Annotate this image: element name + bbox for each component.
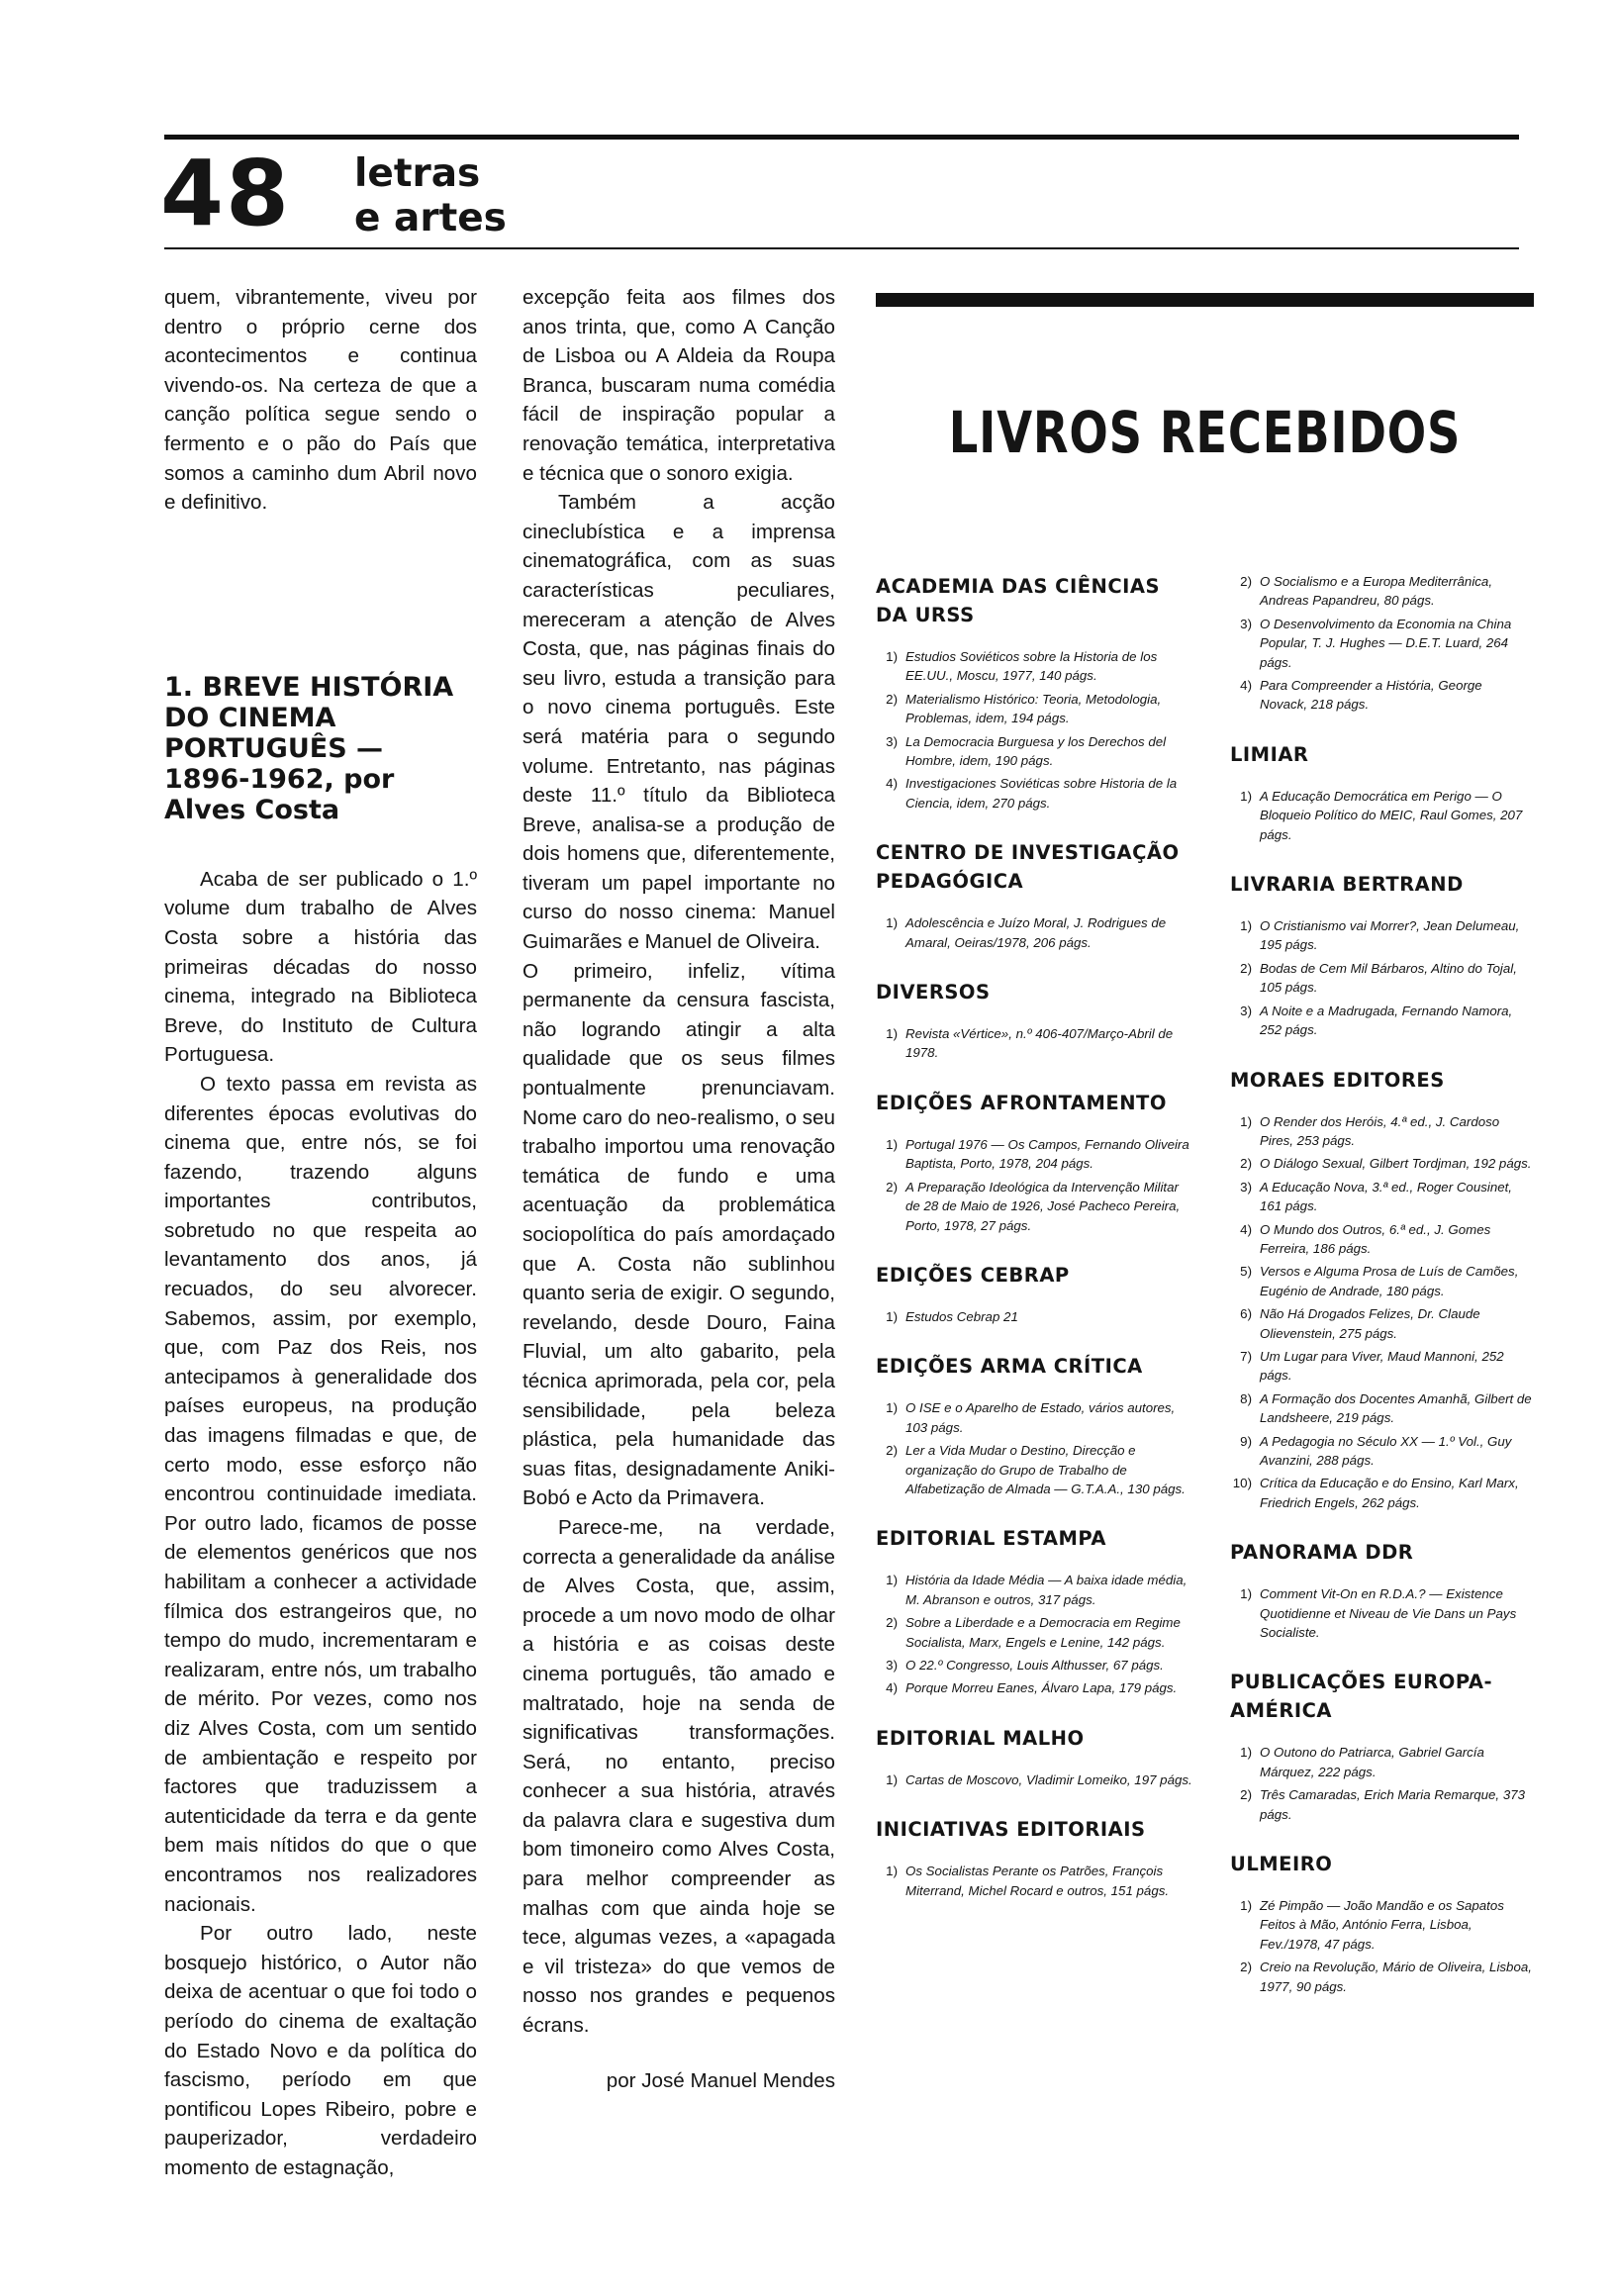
- book-entry: [1230, 1304, 1533, 1343]
- publisher-heading: EDIÇÕES AFRONTAMENTO: [876, 1091, 1167, 1114]
- book-entry-text: Um Lugar para Viver, Maud Mannoni, 252 págs.: [1260, 1348, 1504, 1384]
- publisher-heading: ULMEIRO: [1230, 1853, 1333, 1876]
- publisher-heading: ACADEMIA DAS CIÊNCIAS DA URSS: [876, 575, 1161, 626]
- book-entry-number: 1): [886, 1026, 898, 1042]
- article-paragraph: Acaba de ser publicado o 1.º volume dum trabalho de Alves Costa sobre a história das primeiras décadas do nosso cinema, integrado na Biblioteca Breve, do Instituto de Cultura Portuguesa.: [164, 867, 477, 1067]
- book-entry-text: O Desenvolvimento da Economia na China Popular, T. J. Hughes — D.E.T. Luard, 264 págs.: [1260, 616, 1512, 670]
- book-entry-text: Estudios Soviéticos sobre la Historia de los EE.UU., Moscu, 1977, 140 págs.: [905, 649, 1158, 684]
- publisher-heading: DIVERSOS: [876, 981, 991, 1004]
- book-entry: [1230, 615, 1533, 672]
- book-entry: [876, 647, 1194, 686]
- publisher-heading: LIVRARIA BERTRAND: [1230, 873, 1464, 897]
- book-entry-number: 10): [1232, 1476, 1252, 1491]
- book-entry: [876, 1613, 1194, 1652]
- section-title-line1: letras: [354, 151, 481, 196]
- book-entry: [1230, 787, 1533, 844]
- article-signature: por José Manuel Mendes: [606, 2068, 835, 2092]
- book-entry-number: 1): [886, 1771, 898, 1787]
- book-entry-text: Investigaciones Soviéticas sobre Historia de la Ciencia, idem, 270 págs.: [905, 776, 1178, 811]
- book-entry: [876, 1135, 1194, 1174]
- book-entry-text: Materialismo Histórico: Teoria, Metodologia, Problemas, idem, 194 págs.: [905, 691, 1162, 726]
- book-entry: [1230, 1347, 1533, 1386]
- book-entry-text: O ISE e o Aparelho de Estado, vários autores, 103 págs.: [905, 1400, 1176, 1435]
- article-column-2: [522, 283, 835, 2095]
- book-entry-number: 1): [1240, 918, 1252, 934]
- publisher-heading: CENTRO DE INVESTIGAÇÃO PEDAGÓGICA: [876, 841, 1180, 894]
- article-paragraph: Parece-me, na verdade, correcta a generalidade da análise de Alves Costa, que, assim, procede a um novo modo de olhar a história e as coisas deste cinema português, tão amado e maltratado, hoje na senda de significativas transformações. Será, no entanto, preciso conhecer a sua história, através da palavra clara e sugestiva dum bom timoneiro como Alves Costa, para melhor compreender as malhas com que ainda hoje se tece, algumas vezes, a «apagada e vil tristeza» do que vemos de nosso nos grandes e pequenos écrans.: [522, 1515, 835, 2038]
- header-bottom-rule: [164, 247, 1519, 249]
- book-entry: [1230, 572, 1533, 611]
- book-entry-number: 1): [1240, 1898, 1252, 1914]
- book-entry-text: O Cristianismo vai Morrer?, Jean Delumeau, 195 págs.: [1260, 918, 1520, 953]
- article-intro-paragraph: quem, vibrantemente, viveu por dentro o próprio cerne dos acontecimentos e continua vivendo-os. Na certeza de que a canção política segue sendo o fermento e o pão do País que somos a caminho dum Abril novo e definitivo.: [164, 286, 477, 515]
- book-entry-number: 2): [1240, 1156, 1252, 1172]
- book-entry-text: Versos e Alguma Prosa de Luís de Camões, Eugénio de Andrade, 180 págs.: [1260, 1264, 1519, 1298]
- article-paragraph: O primeiro, infeliz, vítima permanente da censura fascista, não logrando atingir a alta qualidade que os seus filmes pontualmente prenunciavam. Nome caro do neo-realismo, o seu trabalho importou uma renovação temática de fundo e uma acentuação da problemática sociopolítica do país amordaçado que A. Costa não sublinhou quanto seria de exigir. O segundo, revelando, desde Douro, Faina Fluvial, um alto gabarito, pela técnica aprimorada, pela cor, pela sensibilidade, pela beleza plástica, pela humanidade das suas fitas, designadamente Aniki-Bobó e Acto da Primavera.: [522, 959, 835, 1510]
- book-entry-text: Os Socialistas Perante os Patrões, François Miterrand, Michel Rocard e outros, 151 págs.: [905, 1864, 1170, 1898]
- section-title-line2: e artes: [354, 196, 507, 240]
- book-entry-text: Adolescência e Juízo Moral, J. Rodrigues de Amaral, Oeiras/1978, 206 págs.: [905, 915, 1167, 950]
- book-entry: [876, 690, 1194, 728]
- book-entry: [1230, 1474, 1533, 1512]
- livros-list-right: [1230, 572, 1533, 2000]
- book-entry: [1230, 1112, 1533, 1151]
- publisher-heading: EDITORIAL ESTAMPA: [876, 1527, 1106, 1551]
- book-entry-number: 4): [886, 776, 898, 792]
- book-entry-text: O 22.º Congresso, Louis Althusser, 67 págs.: [905, 1657, 1164, 1673]
- book-entry: [1230, 1896, 1533, 1954]
- book-entry: [1230, 1389, 1533, 1428]
- publisher-heading: EDITORIAL MALHO: [876, 1726, 1085, 1750]
- book-entry-text: Ler a Vida Mudar o Destino, Direcção e organização do Grupo de Trabalho de Alfabetização de Almada — G.T.A.A., 130 págs.: [905, 1443, 1186, 1496]
- article-paragraph: excepção feita aos filmes dos anos trinta, que, como A Canção de Lisboa ou A Aldeia da Roupa Branca, buscaram numa comédia fácil de inspiração popular a renovação temática, interpretativa e técnica que o sonoro exigia.: [522, 286, 835, 485]
- book-entry-number: 1): [1240, 1586, 1252, 1602]
- book-entry-number: 1): [886, 1400, 898, 1416]
- book-entry-number: 2): [1240, 960, 1252, 976]
- book-entry-number: 2): [1240, 574, 1252, 589]
- book-entry-number: 4): [1240, 678, 1252, 694]
- book-entry: [876, 1307, 1194, 1326]
- book-entry: [876, 1678, 1194, 1697]
- book-entry-number: 1): [1240, 1745, 1252, 1761]
- book-entry: [1230, 916, 1533, 955]
- book-entry-text: O Render dos Heróis, 4.ª ed., J. Cardoso Pires, 253 págs.: [1260, 1113, 1500, 1148]
- book-entry-text: O Outono do Patriarca, Gabriel García Márquez, 222 págs.: [1260, 1745, 1484, 1779]
- book-entry: [876, 1656, 1194, 1674]
- book-entry-number: 2): [886, 691, 898, 707]
- book-entry-text: Bodas de Cem Mil Bárbaros, Altino do Tojal, 105 págs.: [1260, 960, 1517, 996]
- book-entry-text: La Democracia Burguesa y los Derechos del Hombre, idem, 190 págs.: [905, 733, 1167, 769]
- book-entry-number: 7): [1240, 1348, 1252, 1364]
- book-entry-text: Zé Pimpão — João Mandão e os Sapatos Feitos à Mão, António Ferra, Lisboa, Fev./1978, 47 págs.: [1260, 1898, 1504, 1952]
- book-entry-text: Sobre a Liberdade e a Democracia em Regime Socialista, Marx, Engels e Lenine, 142 págs.: [905, 1615, 1181, 1650]
- book-entry: [876, 1770, 1194, 1789]
- book-entry-text: Porque Morreu Eanes, Álvaro Lapa, 179 págs.: [905, 1680, 1178, 1696]
- book-entry-number: 5): [1240, 1264, 1252, 1280]
- book-entry-text: Creio na Revolução, Mário de Oliveira, Lisboa, 1977, 90 págs.: [1260, 1960, 1532, 1994]
- book-entry: [1230, 1262, 1533, 1300]
- book-entry: [1230, 1743, 1533, 1781]
- article-column-1: [164, 283, 477, 2182]
- book-entry-text: O Diálogo Sexual, Gilbert Tordjman, 192 págs.: [1260, 1156, 1532, 1172]
- article-paragraph: Também a acção cineclubística e a imprensa cinematográfica, com as suas características peculiares, mereceram a atenção de Alves Costa, que, nas páginas finais do seu livro, estuda a transição para o novo cinema português. Este será matéria para o segundo volume. Entretanto, nas páginas deste 11.º título da Biblioteca Breve, analisa-se a produção de dois homens que, diferentemente, tiveram um papel importante no curso do nosso cinema: Manuel Guimarães e Manuel de Oliveira.: [522, 491, 835, 954]
- book-entry-number: 1): [886, 1573, 898, 1588]
- article-heading: 1. BREVE HISTÓRIA DO CINEMA PORTUGUÊS — 1896-1962, por Alves Costa: [164, 671, 454, 825]
- book-entry: [876, 1178, 1194, 1235]
- book-entry-text: A Formação dos Docentes Amanhã, Gilbert de Landsheere, 219 págs.: [1260, 1390, 1532, 1426]
- section-title: [354, 151, 507, 240]
- book-entry-number: 3): [886, 1657, 898, 1673]
- book-entry-text: O Socialismo e a Europa Mediterrânica, Andreas Papandreu, 80 págs.: [1260, 574, 1493, 609]
- book-entry-text: Revista «Vértice», n.º 406-407/Março-Abril de 1978.: [905, 1026, 1174, 1061]
- book-entry-number: 2): [886, 1179, 898, 1195]
- book-entry: [1230, 1785, 1533, 1824]
- book-entry-number: 2): [1240, 1960, 1252, 1975]
- book-entry: [1230, 1432, 1533, 1471]
- article-paragraph: O texto passa em revista as diferentes épocas evolutivas do cinema que, entre nós, se foi fazendo, trazendo alguns importantes contributos, sobretudo no que respeita ao levantamento dos anos, já recuados, do seu alvorecer. Sabemos, assim, por exemplo, que, com Paz dos Reis, nos antecipamos à generalidade dos países europeus, na produção das imagens filmadas e que, de certo modo, esse esforço não encontrou continuidade imediata. Por outro lado, ficamos de posse de elementos genéricos que nos habilitam a conhecer a actividade fílmica dos estrangeiros que, no tempo do mudo, incrementaram e realizaram, entre nós, um trabalho de mérito. Por vezes, como nos diz Alves Costa, com um sentido de ambientação e respeito por factores que traduzissem a autenticidade da terra e da gente bem mais nítidos do que o que encontramos nos realizadores nacionais.: [164, 1072, 477, 1916]
- book-entry: [1230, 959, 1533, 998]
- book-entry-number: 1): [886, 1864, 898, 1879]
- book-entry-text: Para Compreender a História, George Novack, 218 págs.: [1260, 678, 1482, 713]
- publisher-heading: MORAES EDITORES: [1230, 1068, 1445, 1092]
- livros-title: LIVROS RECEBIDOS: [948, 399, 1462, 466]
- book-entry-number: 4): [886, 1680, 898, 1696]
- book-entry-text: A Preparação Ideológica da Intervenção Militar de 28 de Maio de 1926, José Pacheco Pereira, Porto, 1978, 27 págs.: [905, 1179, 1181, 1233]
- book-entry-text: Três Camaradas, Erich Maria Remarque, 373 págs.: [1260, 1787, 1526, 1822]
- book-entry-number: 2): [886, 1443, 898, 1459]
- book-entry-number: 3): [1240, 1179, 1252, 1195]
- livros-list-left: [876, 572, 1194, 1904]
- book-entry-number: 3): [1240, 616, 1252, 631]
- publisher-heading: PANORAMA DDR: [1230, 1541, 1414, 1565]
- book-entry-number: 1): [886, 649, 898, 664]
- header-top-rule: [164, 135, 1519, 140]
- book-entry: [876, 1862, 1194, 1900]
- book-entry-text: Estudos Cebrap 21: [905, 1308, 1018, 1324]
- book-entry-text: A Noite e a Madrugada, Fernando Namora, 252 págs.: [1260, 1003, 1513, 1038]
- book-entry-number: 1): [886, 1136, 898, 1152]
- book-entry-text: A Educação Democrática em Perigo — O Bloqueio Político do MEIC, Raul Gomes, 207 págs.: [1260, 788, 1523, 842]
- book-entry: [876, 1441, 1194, 1498]
- book-entry: [876, 774, 1194, 813]
- book-entry-text: A Educação Nova, 3.ª ed., Roger Cousinet, 161 págs.: [1260, 1179, 1512, 1214]
- page-number: 48: [160, 141, 292, 246]
- book-entry-text: Portugal 1976 — Os Campos, Fernando Oliveira Baptista, Porto, 1978, 204 págs.: [905, 1136, 1189, 1172]
- book-entry-number: 8): [1240, 1390, 1252, 1406]
- book-entry-number: 9): [1240, 1433, 1252, 1449]
- publisher-heading: LIMIAR: [1230, 742, 1309, 766]
- article-paragraph: Por outro lado, neste bosquejo histórico, o Autor não deixa de acentuar o que foi todo o período do cinema de exaltação do Estado Novo e da política do fascismo, período em que pontificou Lopes Ribeiro, pobre e pauperizador, verdadeiro momento de estagnação,: [164, 1922, 477, 2179]
- book-entry: [1230, 1220, 1533, 1259]
- book-entry-text: Crítica da Educação e do Ensino, Karl Marx, Friedrich Engels, 262 págs.: [1260, 1476, 1519, 1510]
- publisher-heading: EDIÇÕES ARMA CRÍTICA: [876, 1355, 1143, 1379]
- book-entry: [876, 1398, 1194, 1437]
- book-entry-number: 6): [1240, 1306, 1252, 1322]
- book-entry-text: Cartas de Moscovo, Vladimir Lomeiko, 197 págs.: [905, 1771, 1192, 1787]
- book-entry-number: 2): [886, 1615, 898, 1631]
- book-entry-text: História da Idade Média — A baixa idade média, M. Abranson e outros, 317 págs.: [905, 1573, 1188, 1607]
- book-entry: [1230, 1002, 1533, 1040]
- book-entry-number: 3): [886, 733, 898, 749]
- book-entry-number: 1): [1240, 1113, 1252, 1129]
- publisher-heading: INICIATIVAS EDITORIAIS: [876, 1818, 1146, 1842]
- book-entry-number: 1): [1240, 788, 1252, 804]
- book-entry: [1230, 676, 1533, 715]
- book-entry: [1230, 1154, 1533, 1173]
- book-entry: [876, 913, 1194, 952]
- publisher-heading: EDIÇÕES CEBRAP: [876, 1263, 1070, 1287]
- book-entry-number: 1): [886, 915, 898, 931]
- book-entry: [1230, 1584, 1533, 1642]
- book-entry-number: 3): [1240, 1003, 1252, 1018]
- book-entry-text: Comment Vit-On en R.D.A.? — Existence Quotidienne et Niveau de Vie Dans un Pays Socialiste.: [1260, 1586, 1517, 1641]
- book-entry: [876, 732, 1194, 771]
- book-entry-number: 1): [886, 1308, 898, 1324]
- livros-top-bar: [876, 293, 1534, 307]
- book-entry: [1230, 1958, 1533, 1996]
- publisher-heading: PUBLICAÇÕES EUROPA-AMÉRICA: [1230, 1671, 1493, 1723]
- book-entry-text: O Mundo dos Outros, 6.ª ed., J. Gomes Ferreira, 186 págs.: [1260, 1221, 1491, 1256]
- book-entry: [876, 1571, 1194, 1609]
- book-entry: [876, 1024, 1194, 1063]
- book-entry: [1230, 1178, 1533, 1216]
- book-entry-text: Não Há Drogados Felizes, Dr. Claude Olievenstein, 275 págs.: [1260, 1306, 1480, 1341]
- book-entry-number: 2): [1240, 1787, 1252, 1803]
- book-entry-number: 4): [1240, 1221, 1252, 1237]
- book-entry-text: A Pedagogia no Século XX — 1.º Vol., Guy Avanzini, 288 págs.: [1260, 1433, 1512, 1468]
